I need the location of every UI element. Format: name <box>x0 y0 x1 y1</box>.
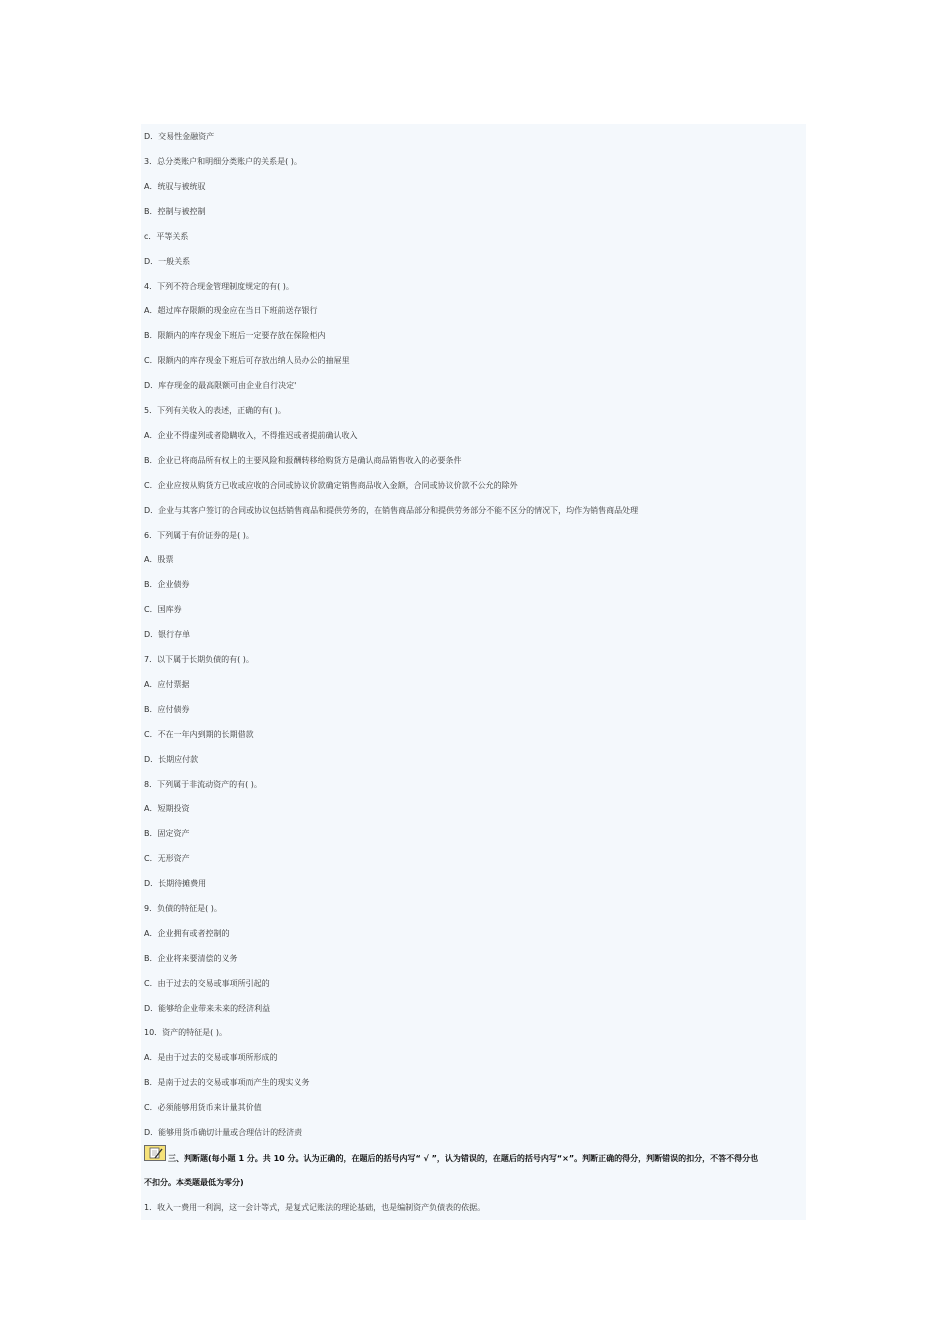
list-item: D．能够用货币确切计量或合理估计的经济责 <box>144 1128 303 1137</box>
list-item: D．长期待摊费用 <box>144 879 207 888</box>
list-item: B．企业债券 <box>144 580 190 589</box>
list-item: A．应付票据 <box>144 680 190 689</box>
list-item: 1．收入一费用一利润，这一会计等式，是复式记账法的理论基础，也是编制资产负债表的依据。 <box>144 1203 486 1212</box>
list-item: D．银行存单 <box>144 630 191 639</box>
list-item: C．无形资产 <box>144 854 190 863</box>
list-item: A．是由于过去的交易或事项所形成的 <box>144 1053 278 1062</box>
list-item: D．库存现金的最高限额可由企业自行决定' <box>144 381 297 390</box>
list-item: 9．负债的特征是( )。 <box>144 904 222 913</box>
list-item: 7．以下属于长期负债的有( )。 <box>144 655 254 664</box>
list-item: A．企业拥有或者控制的 <box>144 929 230 938</box>
list-item: C．企业应按从购货方已收或应收的合同或协议价款确定销售商品收入金额，合同或协议价款不公允的除外 <box>144 481 518 490</box>
list-item: 5．下列有关收入的表述，正确的有( )。 <box>144 406 286 415</box>
list-item: C．国库券 <box>144 605 182 614</box>
section-heading-continued: 不扣分。本类题最低为零分) <box>144 1178 244 1187</box>
list-item: D．一般关系 <box>144 257 191 266</box>
list-item: C．必须能够用货币来计量其价值 <box>144 1103 262 1112</box>
list-item: B．应付债券 <box>144 705 190 714</box>
section-heading: 三、判断题(每小题 1 分。共 10 分。认为正确的，在题后的括号内写“ √ ”，认为错误的，在题后的括号内写“×”。判断正确的得分，判断错误的扣分，不答不得分也 <box>168 1154 759 1163</box>
list-item: 8．下列属于非流动资产的有( )。 <box>144 780 262 789</box>
list-item: C．不在一年内到期的长期借款 <box>144 730 254 739</box>
list-item: D．长期应付款 <box>144 755 199 764</box>
list-item: c．平等关系 <box>144 232 189 241</box>
list-item: A．统驭与被统驭 <box>144 182 206 191</box>
list-item: D．交易性金融资产 <box>144 132 215 141</box>
list-item: D．企业与其客户签订的合同或协议包括销售商品和提供劳务的，在销售商品部分和提供劳务部分不能不区分的情况下，均作为销售商品处理 <box>144 506 639 515</box>
list-item: C．由于过去的交易或事项所引起的 <box>144 979 270 988</box>
list-item: D．能够给企业带来未来的经济利益 <box>144 1004 271 1013</box>
list-item: B．限额内的库存现金下班后一定要存放在保险柜内 <box>144 331 326 340</box>
list-item: A．短期投资 <box>144 804 190 813</box>
list-item: B．企业将来要清偿的义务 <box>144 954 238 963</box>
list-item: 3．总分类账户和明细分类账户的关系是( )。 <box>144 157 302 166</box>
list-item: A．股票 <box>144 555 174 564</box>
list-item: B．是南于过去的交易或事项而产生的现实义务 <box>144 1078 310 1087</box>
list-item: B．企业已将商品所有权上的主要风险和报酬转移给购货方是确认商品销售收入的必要条件 <box>144 456 462 465</box>
list-item: 4．下列不符合现金管理制度规定的有( )。 <box>144 282 294 291</box>
list-item: B．控制与被控制 <box>144 207 206 216</box>
list-item: B．固定资产 <box>144 829 190 838</box>
list-item: A．企业不得虚列或者隐瞒收入，不得推迟或者提前确认收入 <box>144 431 358 440</box>
list-item: C．限额内的库存现金下班后可存放出纳人员办公的抽屉里 <box>144 356 350 365</box>
list-item: A．超过库存限额的现金应在当日下班前送存银行 <box>144 306 318 315</box>
pencil-paper-icon <box>144 1145 166 1161</box>
list-item: 10．资产的特征是( )。 <box>144 1028 227 1037</box>
list-item: 6．下列属于有价证券的是( )。 <box>144 531 254 540</box>
